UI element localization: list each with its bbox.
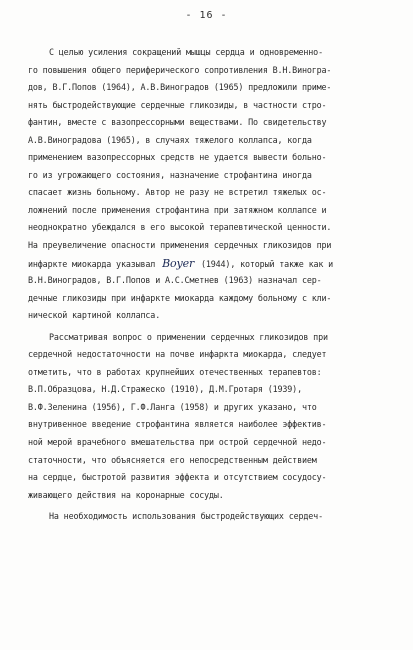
text-line: нять быстродействующие сердечные гликозиды, в частности стро- xyxy=(28,99,327,110)
text-line: внутривенное введение строфантина является наиболее эффектив- xyxy=(28,419,327,430)
text-line: В.Н.Виноградов, В.Г.Попов и А.С.Сметнев (1963) назначал сер- xyxy=(28,275,322,286)
text-line: живающего действия на коронарные сосуды. xyxy=(28,489,224,500)
handwritten-author-name: Boyer xyxy=(162,256,195,270)
text-line: В.Ф.Зеленина (1956), Г.Ф.Ланга (1958) и других указано, что xyxy=(28,401,317,412)
text-line: неоднократно убеждался в его высокой терапевтической ценности. xyxy=(28,222,332,233)
text-line: сердечной недостаточности на почве инфаркта миокарда, следует xyxy=(28,349,327,360)
text-line: ложнений после применения строфантина при затяжном коллапсе и xyxy=(28,204,327,215)
text-line: го повышения общего периферического сопротивления В.Н.Виногра- xyxy=(28,64,332,75)
text-line: фантин, вместе с вазопрессорными веществами. По свидетельству xyxy=(28,117,327,128)
text-line: дечные гликозиды при инфаркте миокарда каждому больному с кли- xyxy=(28,292,332,303)
text-line-with-handwriting xyxy=(28,255,390,273)
text-segment: (1944), который также как и xyxy=(200,258,334,269)
text-line: на сердце, быстротой развития эффекта и отсутствием сосудосу- xyxy=(28,472,327,483)
text-line: ной мерой врачебного вмешательства при острой сердечной недо- xyxy=(28,437,327,448)
text-line: С целью усиления сокращений мышцы сердца и одновременно- xyxy=(49,47,323,57)
text-line: нической картиной коллапса. xyxy=(28,310,161,321)
page-number: - 16 - xyxy=(185,10,228,21)
text-line: отметить, что в работах крупнейших отечественных терапевтов: xyxy=(28,366,322,377)
text-line: го из угрожающего состояния, назначение строфантина иногда xyxy=(28,169,312,180)
text-segment: инфаркте миокарда указывал xyxy=(28,258,156,269)
text-line: На необходимость использования быстродействующих сердеч- xyxy=(49,511,323,522)
text-line: Рассматривая вопрос о применении сердечных гликозидов при xyxy=(49,331,328,342)
text-line: статочности, что объясняется его непосредственным действием xyxy=(28,454,317,465)
text-line: А.В.Виноградова (1965), в случаях тяжелого коллапса, когда xyxy=(28,134,312,145)
text-line: В.П.Образцова, Н.Д.Стражеско (1910), Д.М.Гротаря (1939), xyxy=(28,384,302,395)
text-line: применением вазопрессорных средств не удается вывести больно- xyxy=(28,152,327,163)
text-line: спасает жизнь больному. Автор не разу не встретил тяжелых ос- xyxy=(28,187,327,198)
text-line: На преувеличение опасности применения сердечных гликозидов при xyxy=(28,240,332,251)
body-text xyxy=(28,44,390,526)
text-line: дов, В.Г.Попов (1964), А.В.Виноградов (1965) предложили приме- xyxy=(28,82,332,93)
